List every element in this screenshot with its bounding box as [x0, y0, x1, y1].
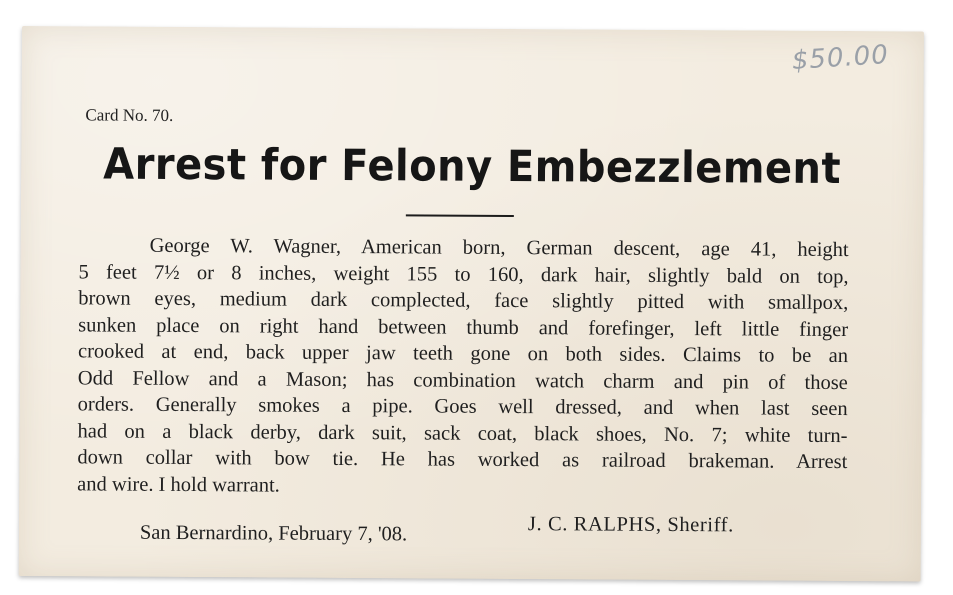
body-line: down collar with bow tie. He has worked as railroad brakeman. Arrest — [77, 446, 848, 474]
place-date: San Bernardino, February 7, '08. — [139, 521, 408, 546]
body-line: 5 feet 7½ or 8 inches, weight 155 to 160, dark hair, slightly bald on top, — [78, 260, 849, 288]
body-line: Odd Fellow and a Mason; has combination watch charm and pin of those — [77, 366, 848, 394]
card-body — [77, 232, 849, 502]
body-line: had on a black derby, dark suit, sack coat, black shoes, No. 7; white turn- — [77, 419, 848, 447]
price-note: $50.00 — [790, 39, 890, 77]
wanted-card — [19, 26, 924, 581]
body-line: George W. Wagner, American born, German descent, age 41, height — [149, 234, 849, 262]
card-number: Card No. 70. — [85, 105, 174, 125]
body-line: orders. Generally smokes a pipe. Goes well dressed, and when last seen — [77, 393, 848, 421]
card-title: Arrest for Felony Embezzlement — [103, 139, 842, 195]
body-line: brown eyes, medium dark complected, face slightly pitted with smallpox, — [78, 287, 849, 315]
title-divider — [406, 214, 514, 217]
body-line: and wire. I hold warrant. — [77, 472, 280, 497]
signature: J. C. RALPHS, Sheriff. — [527, 513, 734, 537]
body-line: sunken place on right hand between thumb and forefinger, left little finger — [78, 313, 849, 341]
body-line: crooked at end, back upper jaw teeth gone on both sides. Claims to be an — [77, 340, 849, 368]
